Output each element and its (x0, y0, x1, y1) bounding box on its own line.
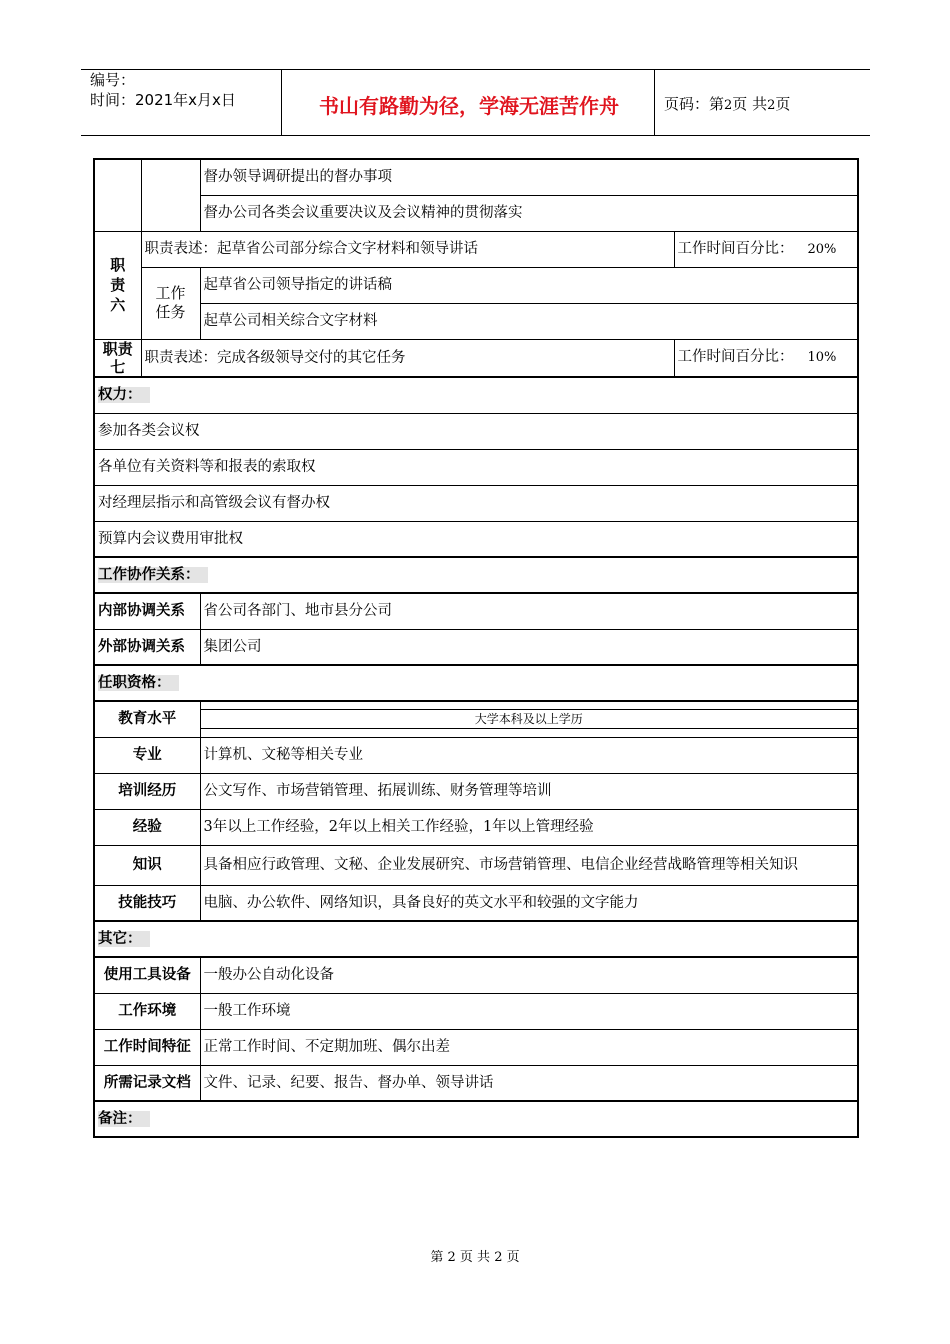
header-meta (90, 70, 236, 110)
duty6-description: 职责表述：起草省公司部分综合文字材料和领导讲话 (141, 231, 674, 267)
duty7-description: 职责表述：完成各级领导交付的其它任务 (141, 339, 674, 377)
duty7-time (674, 339, 858, 377)
header-motto: 书山有路勤为径，学海无涯苦作舟 (319, 94, 619, 118)
education-label: 教育水平 (94, 701, 200, 737)
duty6-task: 起草省公司领导指定的讲话稿 (200, 267, 858, 303)
external-coordination-value: 集团公司 (200, 629, 858, 665)
tools-label: 使用工具设备 (94, 957, 200, 993)
knowledge-value: 具备相应行政管理、文秘、企业发展研究、市场营销管理、电信企业经营战略管理等相关知识 (200, 845, 858, 885)
page-current: 2 (724, 98, 733, 113)
page-suffix: 页 (775, 95, 791, 113)
major-value: 计算机、文秘等相关专业 (200, 737, 858, 773)
documents-label: 所需记录文档 (94, 1065, 200, 1101)
knowledge-label: 知识 (94, 845, 200, 885)
remarks-section-title (94, 1101, 858, 1137)
duty6-task-label: 工作任务 (141, 267, 200, 339)
duty5-task: 督办公司各类会议重要决议及会议精神的贯彻落实 (200, 195, 858, 231)
experience-label: 经验 (94, 809, 200, 845)
duty5-label-cell (94, 159, 141, 231)
tools-value: 一般办公自动化设备 (200, 957, 858, 993)
job-description-table (93, 158, 859, 1138)
duty7-time-label: 工作时间百分比： (677, 349, 794, 366)
duty6-time-label: 工作时间百分比： (677, 240, 794, 257)
page-prefix: 页码：第 (664, 95, 725, 113)
other-title: 其它： (98, 931, 150, 947)
qualification-title: 任职资格： (98, 675, 179, 691)
page-total: 2 (767, 98, 776, 113)
experience-value: 3年以上工作经验，2年以上相关工作经验，1年以上管理经验 (200, 809, 858, 845)
education-cell (200, 701, 858, 737)
header-divider (281, 69, 282, 135)
environment-value: 一般工作环境 (200, 993, 858, 1029)
power-item: 对经理层指示和高管级会议有督办权 (94, 485, 858, 521)
skills-value: 电脑、办公软件、网络知识，具备良好的英文水平和较强的文字能力 (200, 885, 858, 921)
header-bottom-rule (81, 135, 870, 136)
work-time-value: 正常工作时间、不定期加班、偶尔出差 (200, 1029, 858, 1065)
external-coordination-label: 外部协调关系 (94, 629, 200, 665)
cooperation-section-title (94, 557, 858, 593)
education-value: 大学本科及以上学历 (201, 709, 858, 729)
duty7-label: 职责七 (94, 339, 141, 377)
training-label: 培训经历 (94, 773, 200, 809)
duty5-task: 督办领导调研提出的督办事项 (200, 159, 858, 195)
header-page-info (664, 93, 790, 114)
qualification-section-title (94, 665, 858, 701)
doc-number-label: 编号： (90, 71, 136, 89)
internal-coordination-value: 省公司各部门、地市县分公司 (200, 593, 858, 629)
documents-value: 文件、记录、纪要、报告、督办单、领导讲话 (200, 1065, 858, 1101)
power-title: 权力： (98, 387, 150, 403)
internal-coordination-label: 内部协调关系 (94, 593, 200, 629)
duty6-time-value: 20% (807, 241, 837, 257)
remarks-title: 备注： (98, 1111, 150, 1127)
cooperation-title: 工作协作关系： (98, 567, 208, 583)
power-section-title (94, 377, 858, 413)
work-time-label: 工作时间特征 (94, 1029, 200, 1065)
power-item: 参加各类会议权 (94, 413, 858, 449)
power-item: 预算内会议费用审批权 (94, 521, 858, 557)
environment-label: 工作环境 (94, 993, 200, 1029)
duty5-task-label-cell (141, 159, 200, 231)
other-section-title (94, 921, 858, 957)
major-label: 专业 (94, 737, 200, 773)
duty6-time (674, 231, 858, 267)
power-item: 各单位有关资料等和报表的索取权 (94, 449, 858, 485)
skills-label: 技能技巧 (94, 885, 200, 921)
duty6-task: 起草公司相关综合文字材料 (200, 303, 858, 339)
doc-time-label: 时间：2021年x月x日 (90, 91, 236, 109)
duty6-label: 职责六 (94, 231, 141, 339)
header-divider (654, 69, 655, 135)
training-value: 公文写作、市场营销管理、拓展训练、财务管理等培训 (200, 773, 858, 809)
duty7-time-value: 10% (807, 350, 837, 366)
page-footer: 第 2 页 共 2 页 (430, 1250, 520, 1265)
page-middle: 页 共 (732, 95, 768, 113)
